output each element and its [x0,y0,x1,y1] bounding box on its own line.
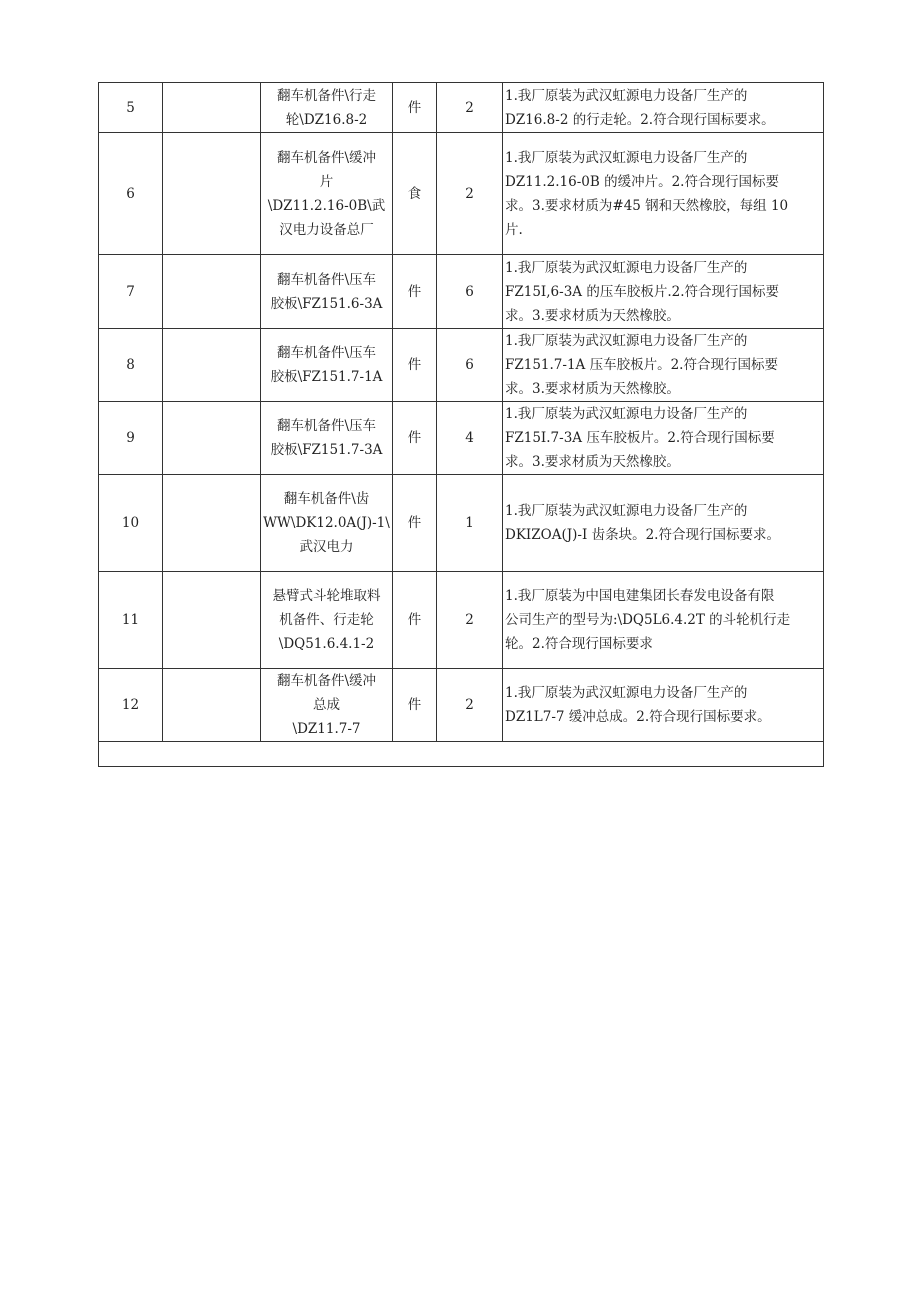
item-name [261,475,393,572]
blank-cell [163,669,261,742]
item-name-line: 总成 [313,697,340,713]
item-quantity: 2 [437,83,503,133]
item-name-line: 片 [319,173,334,190]
blank-cell [163,83,261,133]
requirement-line: 1.我厂原装为武汉虹源电力设备厂生产的 [505,685,748,701]
requirement-line: DZ11.2.16-0B 的缓冲片。2.符合现行国标要 [505,173,779,190]
table-row [99,669,824,742]
requirement-line: 公司生产的型号为:\DQ5L6.4.2T 的斗轮机行走 [505,612,791,628]
table-footer-row [99,742,824,767]
item-number: 11 [99,572,163,669]
requirement-line: 轮。2.符合现行国标要求 [505,636,653,652]
blank-cell [163,255,261,329]
item-name [261,572,393,669]
item-quantity: 2 [437,669,503,742]
requirement-line: 1.我厂原装为武汉虹源电力设备厂生产的 [505,259,748,276]
blank-cell [163,572,261,669]
item-name-line: 翻车机备件\压车 [276,345,377,361]
requirement-line: DZ1L7-7 缓冲总成。2.符合现行国标要求。 [505,709,771,725]
item-number: 9 [99,402,163,475]
item-number: 12 [99,669,163,742]
table-row [99,133,824,255]
item-unit: 件 [393,475,437,572]
blank-cell [163,475,261,572]
item-quantity: 2 [437,572,503,669]
requirement-line: 1.我厂原装为武汉虹源电力设备厂生产的 [505,503,748,519]
table-row [99,329,824,402]
item-name-line: 轮\DZ16.8-2 [285,111,368,128]
item-quantity: 2 [437,133,503,255]
requirement-line: DZ16.8-2 的行走轮。2.符合现行国标要求。 [505,111,775,128]
item-name-line: 机备件、行走轮 [279,612,374,628]
item-number: 8 [99,329,163,402]
item-unit: 件 [393,402,437,475]
item-number: 5 [99,83,163,133]
item-unit: 件 [393,329,437,402]
blank-cell [163,133,261,255]
item-requirements [503,255,824,329]
item-name-line: 翻车机备件\缓冲 [276,149,377,166]
item-name-line: 翻车机备件\齿 [283,491,370,507]
item-unit: 件 [393,83,437,133]
item-name-line: 胶板\FZ151.7-3A [270,442,383,458]
item-unit: 食 [393,133,437,255]
item-number: 7 [99,255,163,329]
item-number: 10 [99,475,163,572]
item-name-line: WW\DK12.0A(J)-1\ [263,515,390,531]
item-requirements [503,329,824,402]
requirement-line: DKIZOA(J)-I 齿条块。2.符合现行国标要求。 [505,527,780,543]
item-name [261,402,393,475]
requirement-line: 1.我厂原装为武汉虹源电力设备厂生产的 [505,149,748,166]
requirement-line: 求。3.要求材质为天然橡胶。 [505,381,680,397]
item-name-line: 汉电力设备总厂 [279,221,374,238]
item-name [261,83,393,133]
item-name [261,669,393,742]
item-requirements [503,402,824,475]
table-row [99,475,824,572]
requirement-line: 求。3.要求材质为#45 钢和天然橡胶，每组 10 [505,197,789,214]
requirement-line: 求。3.要求材质为天然橡胶。 [505,307,680,324]
requirement-line: 1.我厂原装为武汉虹源电力设备厂生产的 [505,333,748,349]
footer-cell [99,742,824,767]
item-unit: 件 [393,255,437,329]
requirement-line: 1.我厂原装为武汉虹源电力设备厂生产的 [505,87,748,104]
spare-parts-table [98,82,824,767]
requirement-line: FZ15I.7-3A 压车胶板片。2.符合现行国标要 [505,430,775,446]
item-name-line: 悬臂式斗轮堆取料 [272,588,381,604]
item-name-line: 翻车机备件\行走 [276,87,377,104]
item-number: 6 [99,133,163,255]
requirement-line: FZ151.7-1A 压车胶板片。2.符合现行国标要 [505,357,778,373]
item-quantity: 6 [437,255,503,329]
item-unit: 件 [393,572,437,669]
table-row [99,572,824,669]
item-name [261,329,393,402]
item-name-line: 武汉电力 [299,539,354,555]
item-quantity: 1 [437,475,503,572]
item-requirements [503,572,824,669]
item-name-line: 翻车机备件\压车 [276,271,377,288]
item-quantity: 4 [437,402,503,475]
requirement-line: 1.我厂原装为武汉虹源电力设备厂生产的 [505,406,748,422]
table-body [99,83,824,767]
item-requirements [503,83,824,133]
blank-cell [163,402,261,475]
requirement-line: 求。3.要求材质为天然橡胶。 [505,454,680,470]
item-requirements [503,133,824,255]
item-name-line: \DZ11.2.16-0B\武 [267,197,386,214]
item-name-line: 翻车机备件\缓冲 [276,673,377,689]
item-name [261,255,393,329]
item-quantity: 6 [437,329,503,402]
table-row [99,255,824,329]
item-name-line: 胶板\FZ151.6-3A [270,295,383,312]
table-row [99,402,824,475]
item-unit: 件 [393,669,437,742]
item-name-line: \DQ51.6.4.1-2 [278,636,375,652]
requirement-line: 1.我厂原装为中国电建集团长春发电设备有限 [505,588,775,604]
table-row [99,83,824,133]
requirement-line: FZ15I,6-3A 的压车胶板片.2.符合现行国标要 [505,283,780,300]
blank-cell [163,329,261,402]
item-name-line: 胶板\FZ151.7-1A [270,369,383,385]
item-name-line: \DZ11.7-7 [292,721,361,737]
requirement-line: 片. [505,221,523,238]
item-requirements [503,669,824,742]
item-name-line: 翻车机备件\压车 [276,418,377,434]
item-requirements [503,475,824,572]
item-name [261,133,393,255]
